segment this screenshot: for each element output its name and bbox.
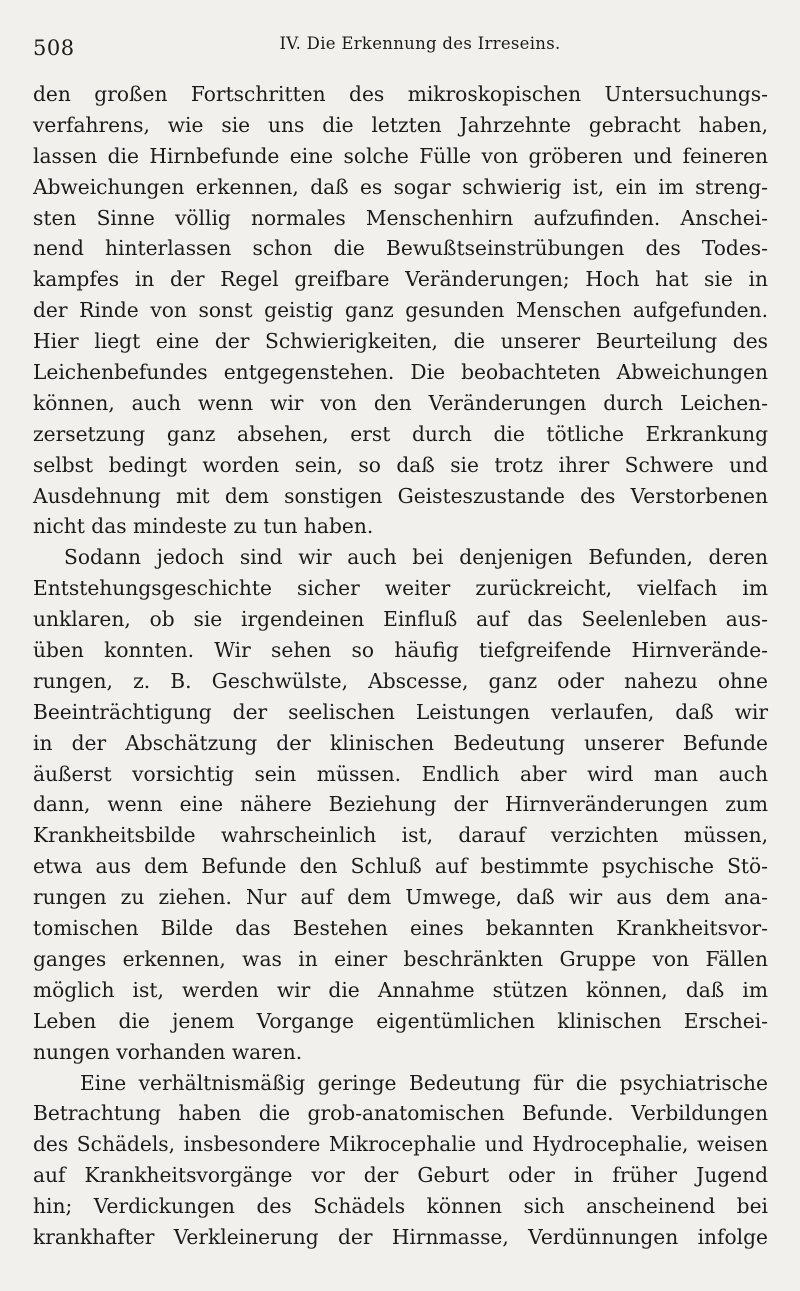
text-line: können, auch wenn wir von den Veränderungen durch Leichen- (33, 390, 768, 415)
text-line: rungen zu ziehen. Nur auf dem Umwege, daß wir aus dem ana- (33, 885, 768, 910)
text-line: Entstehungsgeschichte sicher weiter zurückreicht, vielfach im (33, 576, 768, 601)
text-line: sten Sinne völlig normales Menschenhirn aufzufinden. Anschei- (33, 205, 768, 230)
text-line: Krankheitsbilde wahrscheinlich ist, darauf verzichten müssen, (33, 823, 768, 848)
text-line: lassen die Hirnbefunde eine solche Fülle von gröberen und feineren (33, 143, 768, 168)
text-line: äußerst vorsichtig sein müssen. Endlich aber wird man auch (33, 761, 768, 786)
text-line: Leben die jenem Vorgange eigentümlichen klinischen Erschei- (33, 1008, 768, 1033)
text-line: Sodann jedoch sind wir auch bei denjenigen Befunden, deren (64, 545, 768, 570)
text-line: Leichenbefundes entgegenstehen. Die beobachteten Abweichungen (33, 360, 768, 385)
text-line: Ausdehnung mit dem sonstigen Geisteszustande des Verstorbenen (33, 483, 768, 508)
page-number: 508 (33, 36, 75, 60)
text-line: tomischen Bilde das Bestehen eines bekannten Krankheitsvor- (33, 916, 768, 941)
text-line: etwa aus dem Befunde den Schluß auf bestimmte psychische Stö- (33, 854, 768, 879)
text-line: der Rinde von sonst geistig ganz gesunden Menschen aufgefunden. (33, 298, 768, 323)
text-line: hin; Verdickungen des Schädels können sich anscheinend bei (33, 1194, 768, 1219)
text-line: kampfes in der Regel greifbare Veränderungen; Hoch hat sie in (33, 267, 768, 292)
text-line: in der Abschätzung der klinischen Bedeutung unserer Befunde (33, 730, 768, 755)
text-line: des Schädels, insbesondere Mikrocephalie und Hydrocephalie, weisen (33, 1132, 768, 1157)
text-line: Betrachtung haben die grob-anatomischen Befunde. Verbildungen (33, 1101, 768, 1126)
text-line: krankhafter Verkleinerung der Hirnmasse, Verdünnungen infolge (33, 1224, 768, 1249)
text-line: ganges erkennen, was in einer beschränkten Gruppe von Fällen (33, 946, 768, 971)
text-line: auf Krankheitsvorgänge vor der Geburt oder in früher Jugend (33, 1163, 768, 1188)
text-line: nungen vorhanden waren. (33, 1039, 303, 1064)
text-line: Beeinträchtigung der seelischen Leistungen verlaufen, daß wir (33, 699, 768, 724)
text-line: nicht das mindeste zu tun haben. (33, 514, 374, 539)
text-line: Hier liegt eine der Schwierigkeiten, die unserer Beurteilung des (33, 329, 768, 354)
text-line: verfahrens, wie sie uns die letzten Jahrzehnte gebracht haben, (33, 112, 768, 137)
running-head: IV. Die Erkennung des Irreseins. (279, 34, 561, 53)
text-line: zersetzung ganz absehen, erst durch die tötliche Erkrankung (33, 421, 768, 446)
text-line: üben konnten. Wir sehen so häufig tiefgreifende Hirnverände- (33, 638, 768, 663)
text-line: nend hinterlassen schon die Bewußtseinstrübungen des Todes- (33, 236, 768, 261)
text-line: möglich ist, werden wir die Annahme stützen können, daß im (33, 977, 768, 1002)
text-line: Abweichungen erkennen, daß es sogar schwierig ist, ein im streng- (33, 174, 768, 199)
text-line: selbst bedingt worden sein, so daß sie trotz ihrer Schwere und (33, 452, 768, 477)
body-text (33, 79, 768, 1253)
text-line: unklaren, ob sie irgendeinen Einfluß auf das Seelenleben aus- (33, 607, 768, 632)
text-line: Eine verhältnismäßig geringe Bedeutung für die psychiatrische (80, 1070, 768, 1095)
text-line: dann, wenn eine nähere Beziehung der Hirnveränderungen zum (33, 792, 768, 817)
text-line: rungen, z. B. Geschwülste, Abscesse, ganz oder nahezu ohne (33, 668, 768, 693)
page-header (33, 28, 767, 62)
text-line: den großen Fortschritten des mikroskopischen Untersuchungs- (33, 82, 768, 106)
